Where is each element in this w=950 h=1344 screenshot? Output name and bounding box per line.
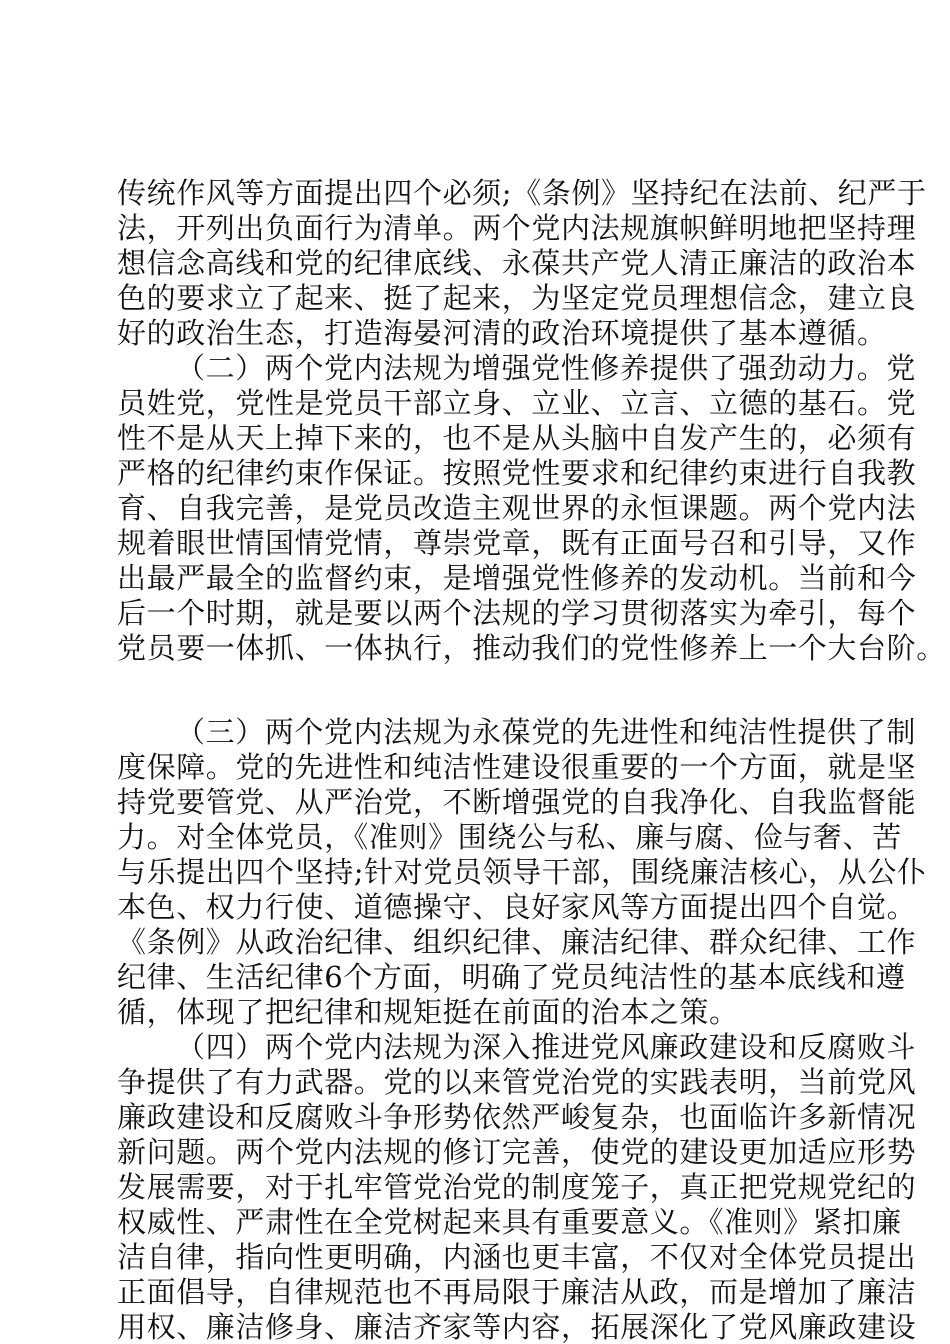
- body-text-line: 严格的纪律约束作保证。按照党性要求和纪律约束进行自我教: [117, 456, 917, 490]
- body-text-line: 传统作风等方面提出四个必须;《条例》坚持纪在法前、纪严于: [117, 176, 927, 210]
- body-text-line: 好的政治生态，打造海晏河清的政治环境提供了基本遵循。: [117, 316, 887, 350]
- body-text-line: 度保障。党的先进性和纯洁性建设很重要的一个方面，就是坚: [117, 750, 917, 784]
- paragraph-start-line: （二）两个党内法规为增强党性修养提供了强劲动力。党: [176, 351, 917, 385]
- body-text-line: 党员要一体抓、一体执行，推动我们的党性修养上一个大台阶。: [117, 631, 946, 665]
- body-text-line: 力。对全体党员，《准则》围绕公与私、廉与腐、俭与奢、苦: [117, 820, 902, 854]
- body-text-line: 员姓党，党性是党员干部立身、立业、立言、立德的基石。党: [117, 386, 917, 420]
- body-text-line: 洁自律，指向性更明确，内涵也更丰富，不仅对全体党员提出: [117, 1240, 917, 1274]
- body-text-line: 色的要求立了起来、挺了起来，为坚定党员理想信念，建立良: [117, 281, 917, 315]
- body-text-line: 《条例》从政治纪律、组织纪律、廉洁纪律、群众纪律、工作: [117, 925, 917, 959]
- body-text-line: 廉政建设和反腐败斗争形势依然严峻复杂，也面临许多新情况: [117, 1100, 917, 1134]
- body-text-line: 正面倡导，自律规范也不再局限于廉洁从政，而是增加了廉洁: [117, 1275, 917, 1309]
- body-text-line: 后一个时期，就是要以两个法规的学习贯彻落实为牵引，每个: [117, 596, 917, 630]
- body-text-line: 育、自我完善，是党员改造主观世界的永恒课题。两个党内法: [117, 491, 917, 525]
- body-text-line: 新问题。两个党内法规的修订完善，使党的建设更加适应形势: [117, 1135, 917, 1169]
- body-text-line: 本色、权力行使、道德操守、良好家风等方面提出四个自觉。: [117, 890, 917, 924]
- paragraph-start-line: （三）两个党内法规为永葆党的先进性和纯洁性提供了制: [176, 715, 917, 749]
- body-text-line: 发展需要，对于扎牢管党治党的制度笼子，真正把党规党纪的: [117, 1170, 917, 1204]
- body-text-line: 持党要管党、从严治党，不断增强党的自我净化、自我监督能: [117, 785, 917, 819]
- body-text-line: 性不是从天上掉下来的，也不是从头脑中自发产生的，必须有: [117, 421, 917, 455]
- body-text-line: 想信念高线和党的纪律底线、永葆共产党人清正廉洁的政治本: [117, 246, 917, 280]
- body-text-line: 法，开列出负面行为清单。两个党内法规旗帜鲜明地把坚持理: [117, 211, 917, 245]
- body-text-line: 用权、廉洁修身、廉洁齐家等内容，拓展深化了党风廉政建设: [117, 1310, 917, 1344]
- paragraph-start-line: （四）两个党内法规为深入推进党风廉政建设和反腐败斗: [176, 1030, 917, 1064]
- body-text-line: 与乐提出四个坚持;针对党员领导干部，围绕廉洁核心，从公仆: [117, 855, 927, 889]
- body-text-line: 规着眼世情国情党情，尊崇党章，既有正面号召和引导，又作: [117, 526, 917, 560]
- body-text-line: 争提供了有力武器。党的以来管党治党的实践表明，当前党风: [117, 1065, 917, 1099]
- body-text-line: 出最严最全的监督约束，是增强党性修养的发动机。当前和今: [117, 561, 917, 595]
- body-text-line: 纪律、生活纪律6个方面，明确了党员纯洁性的基本底线和遵: [117, 960, 906, 994]
- body-text-line: 循，体现了把纪律和规矩挺在前面的治本之策。: [117, 995, 739, 1029]
- body-text-line: 权威性、严肃性在全党树起来具有重要意义。《准则》紧扣廉: [117, 1205, 902, 1239]
